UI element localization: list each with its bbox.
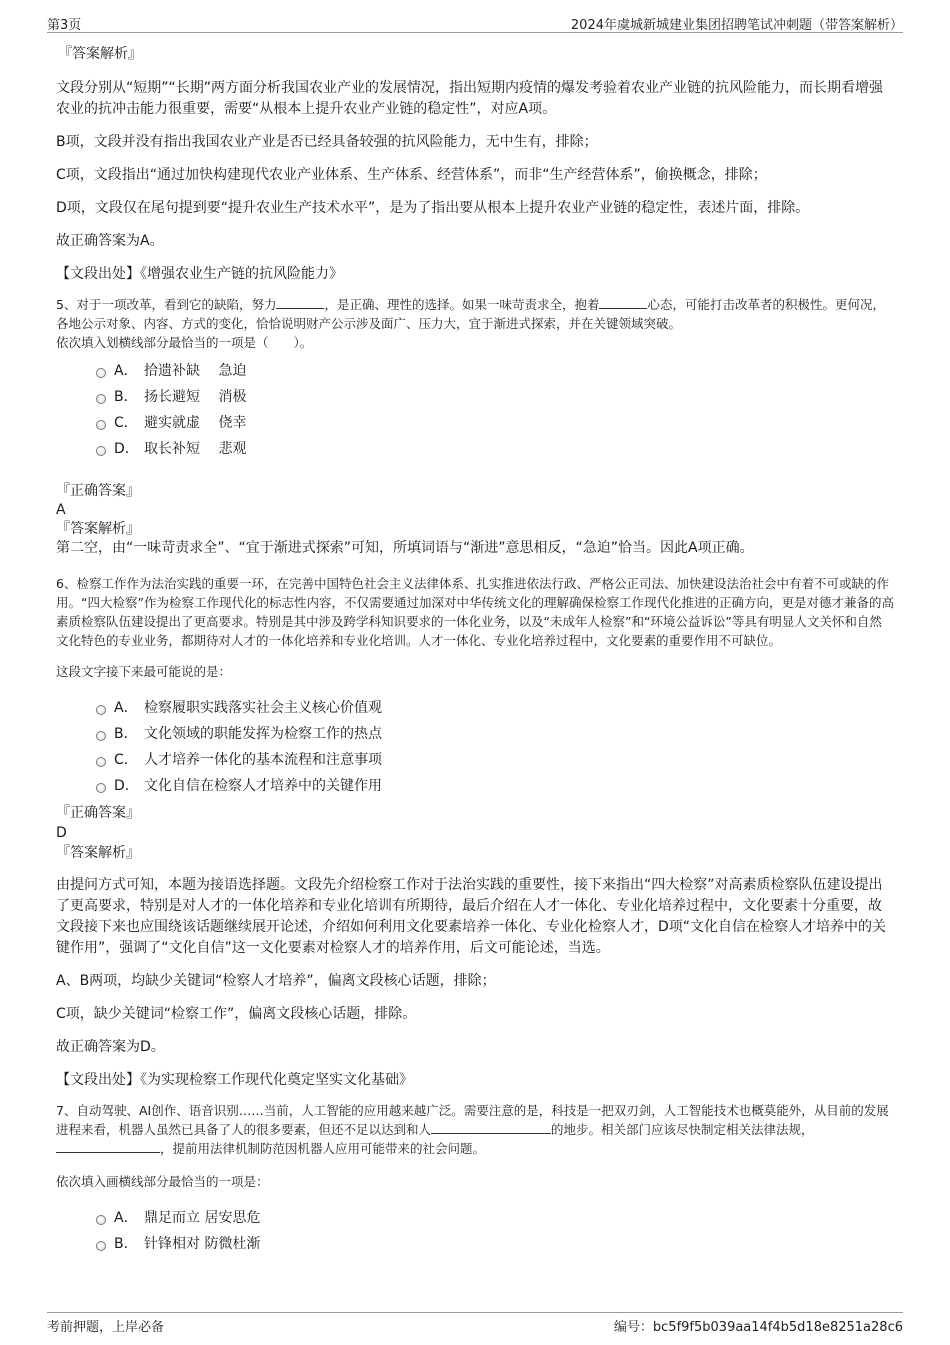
- page-number: 第3页: [47, 18, 82, 33]
- radio-button[interactable]: [96, 1241, 106, 1251]
- analysis-paragraph: C项，文段指出“通过加快构建现代农业产业体系、生产体系、经营体系”，而非“生产经营体系”，偷换概念，排除；: [56, 167, 767, 183]
- radio-button[interactable]: [96, 1215, 106, 1225]
- analysis-paragraph: A、B两项，均缺少关键词“检察人才培养”，偏离文段核心话题，排除；: [56, 973, 496, 989]
- correct-answer: A: [56, 502, 66, 518]
- answer-label: 『正确答案』: [56, 805, 140, 821]
- radio-button[interactable]: [96, 731, 106, 741]
- option-a[interactable]: A． 检察履职实践落实社会主义核心价值观: [96, 695, 894, 721]
- fill-blank: [56, 1140, 160, 1153]
- footer-slogan: 考前押题，上岸必备: [47, 1320, 165, 1335]
- conclusion: 故正确答案为D。: [56, 1039, 165, 1055]
- correct-answer: D: [56, 825, 67, 841]
- analysis-label: 『答案解析』: [58, 46, 142, 62]
- analysis-label: 『答案解析』: [56, 845, 140, 861]
- analysis-paragraph: C项，缺少关键词“检察工作”，偏离文段核心话题，排除。: [56, 1006, 417, 1022]
- radio-button[interactable]: [96, 394, 106, 404]
- option-c[interactable]: C． 人才培养一体化的基本流程和注意事项: [96, 747, 894, 773]
- analysis-label: 『答案解析』: [56, 521, 140, 537]
- question-6-options: [96, 695, 894, 799]
- fill-blank: [276, 296, 324, 309]
- analysis-paragraph: D项，文段仅在尾句提到要“提升农业生产技术水平”，是为了指出要从根本上提升农业产业链的稳定性，表述片面，排除。: [56, 200, 810, 216]
- question-6-stem: 6、检察工作作为法治实践的重要一环，在完善中国特色社会主义法律体系、扎实推进依法行政、严格公正司法、加快建设法治社会中有着不可或缺的作用。“四大检察”作为检察工作现代化的标志性内容，不仅需要通过加深对中华传统文化的理解确保检察工作现代化推进的正确方向，更是对德才兼备的高素质检察队伍建设提出了更高要求。特别是其中涉及跨学科知识要求的一体化业务，以及“未成年人检察”和“环境公益诉讼”等具有明显人文关怀和自然文化特色的专业业务，都期待对人才的一体化培养和专业化培训。人才一体化、专业化培养过程中，文化要素的重要作用不可缺位。: [56, 576, 894, 648]
- document-id: 编号：bc5f9f5b039aa14f4b5d18e8251a28c6: [613, 1320, 903, 1335]
- option-d[interactable]: D． 文化自信在检察人才培养中的关键作用: [96, 773, 894, 799]
- question-6-instruction: 这段文字接下来最可能说的是：: [56, 664, 232, 679]
- answer-label: 『正确答案』: [56, 483, 140, 499]
- radio-button[interactable]: [96, 368, 106, 378]
- question-5-stem: 5、对于一项改革，看到它的缺陷，努力 ，是正确、理性的选择。如果一味苛责求全，抱着 心态，可能打击改革者的积极性。更何况，各地公示对象、内容、方式的变化，恰恰说明财产公示涉及面广、压力大，宜于渐进式探索，并在关键领域突破。: [56, 297, 885, 331]
- page-header: [47, 12, 903, 33]
- analysis-paragraph: 第二空，由“一味苛责求全”、“宜于渐进式探索”可知，所填词语与“渐进”意思相反，“急迫”恰当。因此A项正确。: [56, 540, 754, 556]
- analysis-paragraph: 文段分别从“短期”“长期”两方面分析我国农业产业的发展情况，指出短期内疫情的爆发考验着农业产业链的抗风险能力，而长期看增强农业的抗冲击能力很重要，需要“从根本上提升农业产业链的稳定性”，对应A项。: [56, 80, 884, 117]
- question-7-options: [96, 1205, 894, 1257]
- source-citation: 【文段出处】《增强农业生产链的抗风险能力》: [56, 266, 343, 282]
- analysis-paragraph: B项，文段并没有指出我国农业产业是否已经具备较强的抗风险能力，无中生有，排除；: [56, 134, 598, 150]
- option-a[interactable]: A． 拾遗补缺 急迫: [96, 358, 894, 384]
- page-footer: [47, 1312, 903, 1337]
- fill-blank: [431, 1121, 551, 1134]
- analysis-paragraph: 由提问方式可知，本题为接语选择题。文段先介绍检察工作对于法治实践的重要性，接下来指出“四大检察”对高素质检察队伍建设提出了更高要求，特别是对人才的一体化培养和专业化培训有所期待，最后介绍在人才一体化、专业化培养过程中，文化要素十分重要，故文段接下来也应围绕该话题继续展开论述，介绍如何利用文化要素培养一体化、专业化检察人才，D项“文化自信在检察人才培养中的关键作用”，强调了“文化自信”这一文化要素对检察人才的培养作用，后文可能论述，当选。: [56, 877, 887, 956]
- document-body: [56, 44, 894, 1257]
- radio-button[interactable]: [96, 446, 106, 456]
- radio-button[interactable]: [96, 705, 106, 715]
- option-a[interactable]: A． 鼎足而立 居安思危: [96, 1205, 894, 1231]
- fill-blank: [599, 296, 647, 309]
- radio-button[interactable]: [96, 783, 106, 793]
- question-5-options: [96, 358, 894, 462]
- option-b[interactable]: B． 扬长避短 消极: [96, 384, 894, 410]
- question-7-stem: 7、自动驾驶、AI创作、语音识别……当前，人工智能的应用越来越广泛。需要注意的是，科技是一把双刃剑，人工智能技术也概莫能外，从目前的发展进程来看，机器人虽然已具备了人的很多要素，但还不足以达到和人 的地步。相关部门应该尽快制定相关法律法规，，提前用法律机制防范因机器人应用可能带来的社会问题。: [56, 1103, 889, 1156]
- conclusion: 故正确答案为A。: [56, 233, 164, 249]
- option-c[interactable]: C． 避实就虚 侥幸: [96, 410, 894, 436]
- radio-button[interactable]: [96, 420, 106, 430]
- question-7-instruction: 依次填入画横线部分最恰当的一项是：: [56, 1174, 269, 1189]
- source-citation: 【文段出处】《为实现检察工作现代化奠定坚实文化基础》: [56, 1072, 413, 1088]
- option-d[interactable]: D． 取长补短 悲观: [96, 436, 894, 462]
- option-b[interactable]: B． 文化领域的职能发挥为检察工作的热点: [96, 721, 894, 747]
- option-b[interactable]: B． 针锋相对 防微杜渐: [96, 1231, 894, 1257]
- document-title: 2024年虞城新城建业集团招聘笔试冲刺题（带答案解析）: [570, 18, 903, 33]
- radio-button[interactable]: [96, 757, 106, 767]
- question-5-instruction: 依次填入划横线部分最恰当的一项是（ ）。: [56, 335, 313, 350]
